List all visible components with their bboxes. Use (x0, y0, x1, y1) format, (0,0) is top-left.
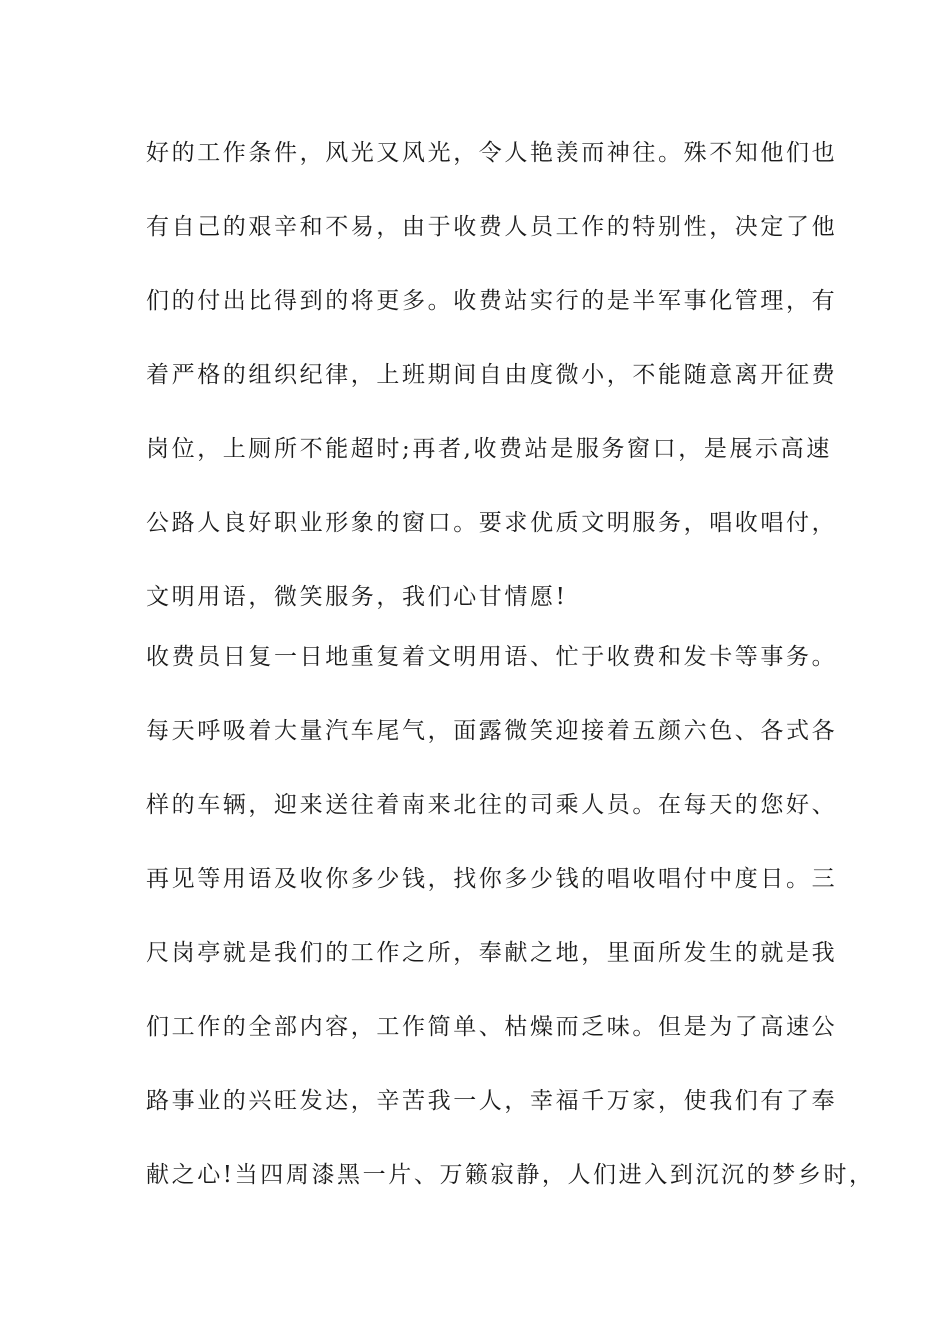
text-line: 们的付出比得到的将更多。收费站实行的是半军事化管理，有 (146, 288, 838, 314)
text-line: 路事业的兴旺发达，辛苦我一人，幸福千万家，使我们有了奉 (146, 1088, 838, 1114)
text-line: 再见等用语及收你多少钱，找你多少钱的唱收唱付中度日。三 (146, 866, 838, 892)
text-line: 尺岗亭就是我们的工作之所，奉献之地，里面所发生的就是我 (146, 940, 838, 966)
text-line: 每天呼吸着大量汽车尾气，面露微笑迎接着五颜六色、各式各 (146, 718, 838, 744)
text-line: 文明用语，微笑服务，我们心甘情愿! (146, 584, 568, 610)
text-line: 样的车辆，迎来送往着南来北往的司乘人员。在每天的您好、 (146, 792, 838, 818)
text-line: 岗位，上厕所不能超时;再者,收费站是服务窗口，是展示高速 (146, 436, 832, 462)
text-line: 收费员日复一日地重复着文明用语、忙于收费和发卡等事务。 (146, 644, 838, 670)
text-line: 献之心!当四周漆黑一片、万籁寂静，人们进入到沉沉的梦乡时， (146, 1162, 875, 1188)
text-line: 们工作的全部内容，工作简单、枯燥而乏味。但是为了高速公 (146, 1014, 838, 1040)
text-line: 着严格的组织纪律，上班期间自由度微小，不能随意离开征费 (146, 362, 838, 388)
text-line: 公路人良好职业形象的窗口。要求优质文明服务，唱收唱付， (146, 510, 838, 536)
text-line: 有自己的艰辛和不易，由于收费人员工作的特别性，决定了他 (146, 214, 838, 240)
document-body (146, 130, 875, 1226)
text-line: 好的工作条件，风光又风光，令人艳羡而神往。殊不知他们也 (146, 140, 838, 166)
